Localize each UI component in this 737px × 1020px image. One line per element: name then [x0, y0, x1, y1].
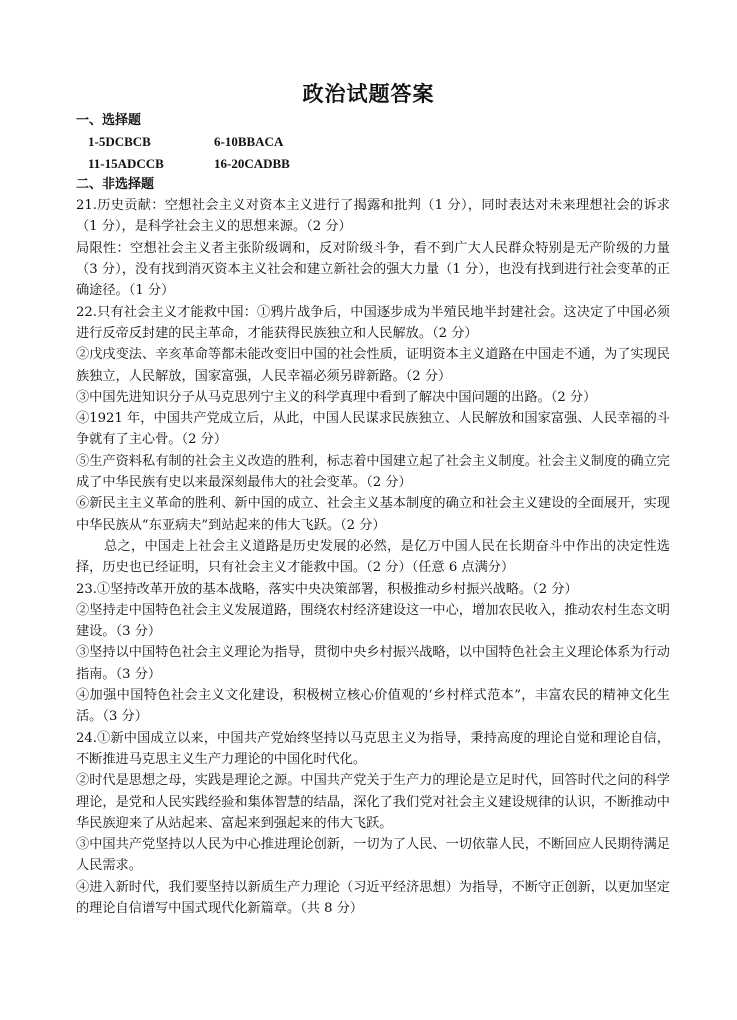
answer-paragraph-23-point-3: ③坚持以中国特色社会主义理论为指导，贯彻中央乡村振兴战略，以中国特色社会主义理论体系为行动指南。（3 分）: [76, 645, 670, 682]
section-heading-non-choice: 二、非选择题: [76, 176, 155, 192]
page-title: 政治试题答案: [302, 81, 435, 106]
answer-paragraph-23-point-2: ②坚持走中国特色社会主义发展道路，围绕农村经济建设这一中心，增加农民收入，推动农村生态文明建设。（3 分）: [76, 602, 670, 640]
multiple-choice-row: [76, 153, 670, 174]
answer-group: 16-20CADBB: [214, 155, 290, 171]
answer-paragraph-22-point-5: ⑤生产资料私有制的社会主义改造的胜利，标志着中国建立起了社会主义制度。社会主义制度的确立完成了中华民族有史以来最深刻最伟大的社会变革。（2 分）: [76, 453, 670, 491]
answer-group: 1-5DCBCB: [88, 134, 151, 150]
answer-paragraph-21-limitation: 局限性：空想社会主义者主张阶级调和，反对阶级斗争，看不到广大人民群众特别是无产阶级的力量（3 分），没有找到消灭资本主义社会和建立新社会的强大力量（1 分），也没有找到进行社会变革的正确途径。（1 分）: [76, 240, 670, 299]
answer-paragraph-24-point-1: 24.①新中国成立以来，中国共产党始终坚持以马克思主义为指导，秉持高度的理论自觉和理论自信，不断推进马克思主义生产力理论的中国化时代化。: [76, 730, 670, 767]
answer-paragraph-22-point-3: ③中国先进知识分子从马克思列宁主义的科学真理中看到了解决中国问题的出路。（2 分）: [76, 389, 597, 405]
answer-group: 11-15ADCCB: [88, 155, 164, 171]
answer-paragraph-22-point-1: 22.只有社会主义才能救中国：①鸦片战争后，中国逐步成为半殖民地半封建社会。这决定了中国必须进行反帝反封建的民主革命，才能获得民族独立和人民解放。（2 分）: [76, 304, 670, 341]
answer-paragraph-24-point-4: ④进入新时代，我们要坚持以新质生产力理论（习近平经济思想）为指导，不断守正创新，以更加坚定的理论自信谱写中国式现代化新篇章。（共 8 分）: [76, 879, 670, 916]
answer-paragraph-22-point-4: ④1921 年，中国共产党成立后，从此，中国人民谋求民族独立、人民解放和国家富强、人民幸福的斗争就有了主心骨。（2 分）: [76, 411, 670, 448]
answer-content: [76, 110, 670, 919]
answer-paragraph-22-summary: 总之，中国走上社会主义道路是历史发展的必然，是亿万中国人民在长期奋斗中作出的决定性选择，历史也已经证明，只有社会主义才能救中国。（2 分）（任意 6 点满分）: [76, 538, 670, 576]
answer-paragraph-24-point-2: ②时代是思想之母，实践是理论之源。中国共产党关于生产力的理论是立足时代，回答时代之问的科学理论，是党和人民实践经验和集体智慧的结晶，深化了我们党对社会主义建设规律的认识，不断推动中华民族迎来了从站起来、富起来到强起来的伟大飞跃。: [76, 773, 670, 831]
answer-paragraph-22-point-2: ②戊戌变法、辛亥革命等都未能改变旧中国的社会性质，证明资本主义道路在中国走不通，为了实现民族独立，人民解放，国家富强，人民幸福必须另辟新路。（2 分）: [76, 347, 670, 384]
answer-group: 6-10BBACA: [214, 134, 284, 150]
answer-paragraph-23-point-1: 23.①坚持改革开放的基本战略，落实中央决策部署，积极推动乡村振兴战略。（2 分）: [76, 581, 578, 597]
answer-paragraph-22-point-6: ⑥新民主主义革命的胜利、新中国的成立、社会主义基本制度的确立和社会主义建设的全面展开，实现中华民族从“东亚病夫”到站起来的伟大飞跃。（2 分）: [76, 496, 670, 533]
answer-paragraph-21-contribution: 21.历史贡献：空想社会主义对资本主义进行了揭露和批判（1 分），同时表达对未来理想社会的诉求（1 分），是科学社会主义的思想来源。（2 分）: [76, 198, 670, 235]
answer-paragraph-23-point-4: ④加强中国特色社会主义文化建设，积极树立核心价值观的‘乡村样式范本”，丰富农民的精神文化生活。（3 分）: [76, 688, 670, 725]
answer-paragraph-24-point-3: ③中国共产党坚持以人民为中心推进理论创新，一切为了人民、一切依靠人民，不断回应人民期待满足人民需求。: [76, 837, 670, 874]
multiple-choice-row: [76, 131, 670, 152]
section-heading-multiple-choice: 一、选择题: [76, 113, 142, 128]
